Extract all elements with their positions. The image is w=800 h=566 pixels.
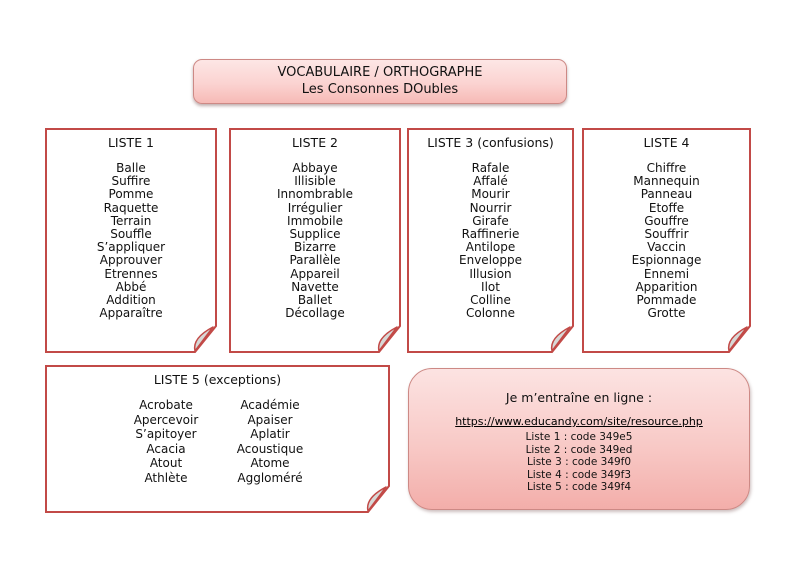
word-item: Acacia (146, 441, 186, 456)
word-item: Abbaye (292, 161, 338, 175)
word-item: Apparaître (99, 306, 163, 321)
word-item: Raquette (103, 200, 159, 215)
word-item: Souffrir (644, 227, 689, 242)
word-item: Apercevoir (133, 412, 199, 427)
word-item: Pommade (636, 293, 697, 308)
word-item: Académie (240, 398, 300, 412)
word-item: Affalé (473, 174, 508, 189)
word-item: Aggloméré (237, 470, 303, 485)
word-list-card (45, 128, 217, 353)
word-item: Atout (149, 456, 183, 471)
word-item: Pomme (108, 187, 154, 202)
title-line-2: Les Consonnes DOubles (301, 81, 459, 97)
word-item: S’apitoyer (135, 427, 197, 442)
word-item: Appareil (290, 266, 340, 281)
word-item: Innombrable (276, 187, 354, 202)
word-item: Addition (106, 293, 156, 308)
word-item: Atome (250, 456, 290, 471)
exceptions-row (114, 471, 322, 486)
word-item: Mourir (471, 187, 510, 202)
word-item: Souffle (110, 227, 152, 242)
word-item: Ilot (481, 279, 500, 294)
word-list-card (407, 128, 574, 353)
word-item: Décollage (285, 306, 345, 321)
exceptions-row (114, 398, 322, 413)
word-item: Illusion (469, 266, 512, 281)
word-item: Mannequin (633, 174, 700, 189)
word-item: Etrennes (104, 266, 158, 281)
word-item: Antilope (465, 240, 516, 255)
title-banner (193, 59, 567, 104)
word-item: Ennemi (643, 266, 690, 281)
word-item: Irrégulier (287, 200, 343, 215)
word-item: Grotte (647, 306, 686, 321)
title-line-1: VOCABULAIRE / ORTHOGRAPHE (277, 65, 483, 80)
list-header: LISTE 4 (643, 135, 690, 150)
code-item: Liste 2 : code 349ed (525, 443, 633, 456)
code-list (409, 431, 749, 494)
word-list (45, 162, 217, 320)
word-item: Acrobate (139, 398, 193, 412)
word-item: Illisible (294, 174, 336, 189)
word-item: Chiffre (646, 161, 687, 175)
word-item: Panneau (640, 187, 693, 202)
word-item: Athlète (144, 470, 188, 485)
word-item: Rafale (471, 161, 510, 175)
list-header: LISTE 5 (exceptions) (153, 372, 282, 387)
code-item: Liste 1 : code 349e5 (525, 431, 633, 443)
educandy-link[interactable]: https://www.educandy.com/site/resource.php (455, 415, 703, 428)
word-list (582, 162, 751, 320)
word-item: Girafe (472, 213, 509, 228)
exceptions-table (114, 398, 322, 486)
word-item: Gouffre (644, 213, 689, 228)
word-item: Aplatir (250, 427, 290, 442)
word-item: Acoustique (236, 441, 304, 456)
word-item: Colline (470, 293, 511, 308)
word-item: Terrain (110, 213, 152, 228)
word-item: Bizarre (294, 240, 336, 255)
word-item: Enveloppe (459, 253, 522, 268)
word-item: Apaiser (247, 412, 293, 427)
code-item: Liste 5 : code 349f4 (526, 481, 632, 494)
word-item: Suffire (111, 174, 151, 189)
practice-title: Je m’entraîne en ligne : (505, 390, 653, 405)
word-item: Colonne (466, 306, 515, 321)
word-list-card (582, 128, 751, 353)
list-header: LISTE 3 (confusions) (427, 135, 554, 150)
word-item: Navette (291, 279, 339, 294)
word-list-card (229, 128, 401, 353)
word-item: Espionnage (631, 253, 702, 268)
word-item: Ballet (297, 293, 333, 308)
word-list (229, 162, 401, 320)
word-list (407, 162, 574, 320)
exceptions-row (114, 442, 322, 457)
code-item: Liste 4 : code 349f3 (526, 468, 632, 481)
code-item: Liste 3 : code 349f0 (526, 456, 632, 469)
word-item: S’appliquer (96, 240, 166, 255)
exceptions-row (114, 456, 322, 471)
word-item: Balle (116, 161, 146, 175)
word-item: Etoffe (648, 200, 685, 215)
exceptions-card (45, 365, 390, 513)
exceptions-row (114, 413, 322, 428)
word-item: Vaccin (647, 240, 686, 255)
exceptions-row (114, 427, 322, 442)
word-item: Parallèle (289, 253, 341, 268)
word-item: Supplice (289, 227, 341, 242)
practice-online-panel (408, 368, 750, 510)
list-header: LISTE 1 (107, 135, 155, 150)
word-item: Immobile (287, 213, 343, 228)
list-header: LISTE 2 (291, 135, 339, 150)
word-item: Nourrir (469, 200, 512, 215)
word-item: Approuver (99, 253, 163, 268)
word-item: Abbé (115, 279, 147, 294)
word-item: Apparition (635, 279, 698, 294)
word-item: Raffinerie (461, 227, 520, 242)
